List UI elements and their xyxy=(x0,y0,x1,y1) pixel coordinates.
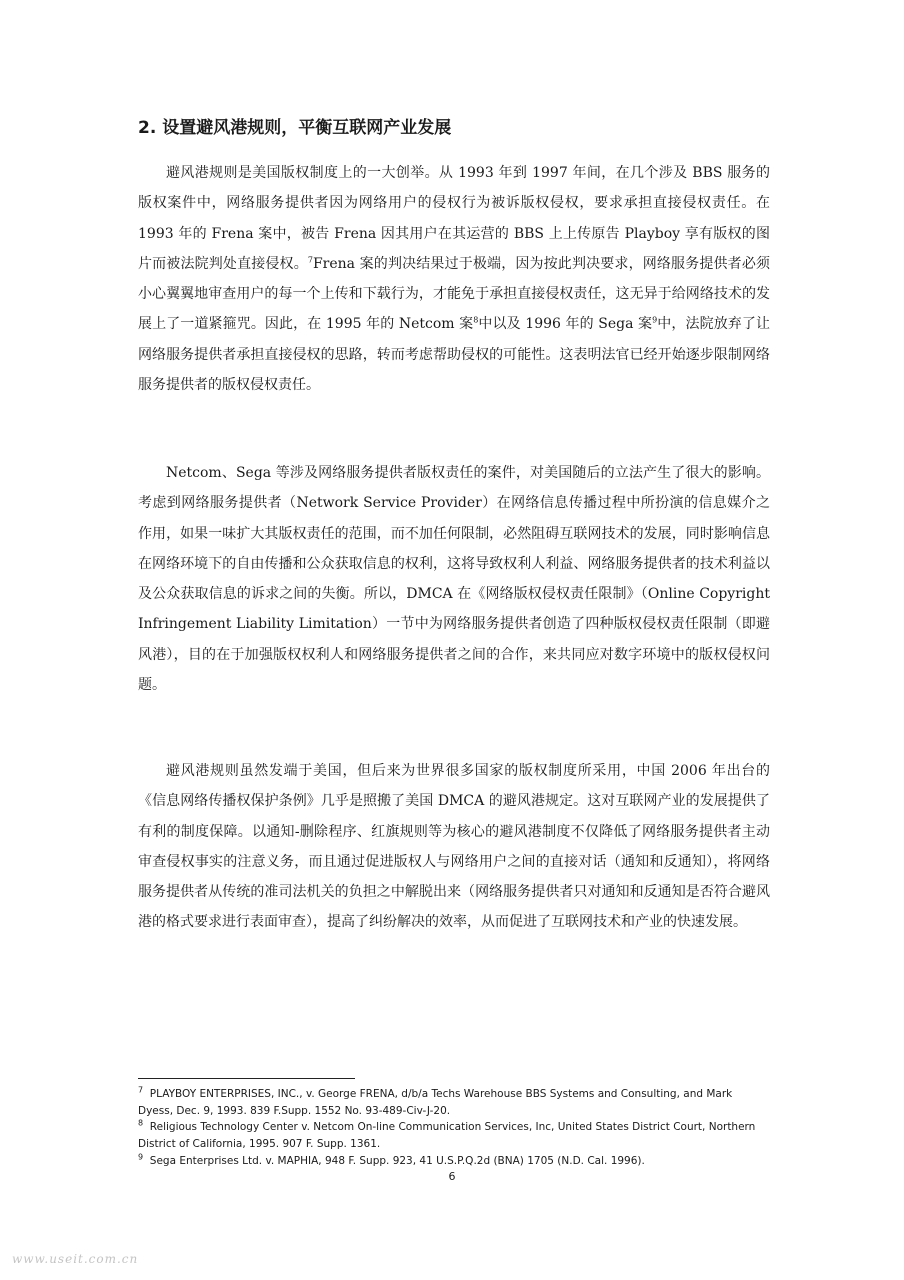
footnote-number: 8 xyxy=(138,1118,144,1128)
footnote-ref-7[interactable]: 7 xyxy=(307,255,313,265)
paragraph-1-part-2: Frena 案的判决结果过于极端，因为按此判决要求，网络服务提供者必须小心翼翼地审查用户的每一个上传和下载行为，才能免于承担直接侵权责任，这无异于给网络技术的发展上了一道紧箍咒。因此，在 1995 年的 Netcom 案 xyxy=(138,255,770,333)
page-number: 6 xyxy=(448,1170,456,1183)
footnotes xyxy=(138,1086,770,1170)
paragraph-3: 避风港规则虽然发端于美国，但后来为世界很多国家的版权制度所采用，中国 2006 年出台的《信息网络传播权保护条例》几乎是照搬了美国 DMCA 的避风港规定。这对互联网产业的发展提供了有利的制度保障。以通知-删除程序、红旗规则等为核心的避风港制度不仅降低了网络服务提供者主动审查侵权事实的注意义务，而且通过促进版权人与网络用户之间的直接对话（通知和反通知），将网络服务提供者从传统的准司法机关的负担之中解脱出来（网络服务提供者只对通知和反通知是否符合避风港的格式要求进行表面审查），提高了纠纷解决的效率，从而促进了互联网技术和产业的快速发展。 xyxy=(138,763,770,931)
footnote-ref-8[interactable]: 8 xyxy=(473,315,479,325)
footnote-ref-9[interactable]: 9 xyxy=(652,315,658,325)
footnote-8 xyxy=(138,1119,770,1152)
footnote-number: 7 xyxy=(138,1085,144,1095)
paragraph-1-part-1: 避风港规则是美国版权制度上的一大创举。从 1993 年到 1997 年间，在几个涉及 BBS 服务的版权案件中，网络服务提供者因为网络用户的侵权行为被诉版权侵权，要求承担直接侵权责任。在 1993 年的 Frena 案中，被告 Frena 因其用户在其运营的 BBS 上上传原告 Playboy 享有版权的图片而被法院判处直接侵权。 xyxy=(138,165,770,272)
footnote-text: Religious Technology Center v. Netcom On-line Communication Services, Inc, United States District Court, Northern District of California, 1995. 907 F. Supp. 1361. xyxy=(138,1121,756,1151)
paragraph-1-part-3: 中以及 1996 年的 Sega 案 xyxy=(478,316,653,333)
footnote-number: 9 xyxy=(138,1152,144,1162)
watermark: www.useit.com.cn xyxy=(12,1252,139,1266)
paragraph-1 xyxy=(138,158,770,400)
section-heading: 2. 设置避风港规则，平衡互联网产业发展 xyxy=(138,118,452,138)
footnote-7 xyxy=(138,1086,770,1119)
footnote-text: Sega Enterprises Ltd. v. MAPHIA, 948 F. Supp. 923, 41 U.S.P.Q.2d (BNA) 1705 (N.D. Cal. 1996). xyxy=(149,1154,645,1167)
footnote-9 xyxy=(138,1153,770,1170)
footnote-text: PLAYBOY ENTERPRISES, INC., v. George FRENA, d/b/a Techs Warehouse BBS Systems and Consulting, and Mark Dyess, Dec. 9, 1993. 839 F.Supp. 1552 No. 93-489-Civ-J-20. xyxy=(138,1088,733,1117)
footnote-divider xyxy=(138,1078,355,1079)
paragraph-2: Netcom、Sega 等涉及网络服务提供者版权责任的案件，对美国随后的立法产生了很大的影响。考虑到网络服务提供者（Network Service Provider）在网络信息传播过程中所扮演的信息媒介之作用，如果一味扩大其版权责任的范围，而不加任何限制，必然阻碍互联网技术的发展，同时影响信息在网络环境下的自由传播和公众获取信息的权利，这将导致权利人利益、网络服务提供者的技术利益以及公众获取信息的诉求之间的失衡。所以，DMCA 在《网络版权侵权责任限制》（Online Copyright Infringement Liability Limitation）一节中为网络服务提供者创造了四种版权侵权责任限制（即避风港），目的在于加强版权权利人和网络服务提供者之间的合作，来共同应对数字环境中的版权侵权问题。 xyxy=(138,465,770,694)
paragraph-1-part-4: 中，法院放弃了让网络服务提供者承担直接侵权的思路，转而考虑帮助侵权的可能性。这表明法官已经开始逐步限制网络服务提供者的版权侵权责任。 xyxy=(138,316,771,394)
